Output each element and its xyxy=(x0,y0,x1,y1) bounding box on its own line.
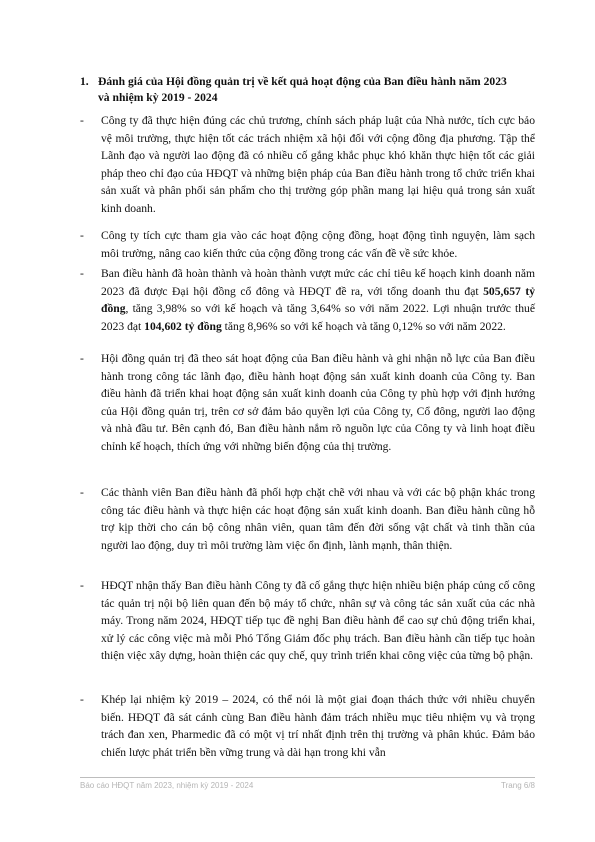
paragraph-text: Ban điều hành đã hoàn thành và hoàn thành vượt mức các chỉ tiêu kế hoạch kinh doanh năm 2023 đã được Đại hội đồng cổ đông và HĐQT đề ra, với tổng doanh thu đạt xyxy=(101,267,535,298)
paragraph-text: Hội đồng quản trị đã theo sát hoạt động của Ban điều hành và ghi nhận nỗ lực của Ban điều hành trong công tác lãnh đạo, điều hành hoạt động sản xuất kinh doanh của Công ty. Ban điều hành đã triển khai hoạt động sản xuất kinh doanh của Công ty phù hợp với định hướng của Hội đồng quản trị, trên cơ sở đảm bảo quyền lợi của Công ty, Cổ đông, người lao động và nhà đầu tư. Bên cạnh đó, Ban điều hành nắm rõ nguồn lực của Công ty và linh hoạt điều chỉnh kế hoạch, thích ứng với những biến động của thị trường. xyxy=(101,352,535,453)
bullet-dash: - xyxy=(80,693,84,706)
list-item xyxy=(80,484,535,554)
bullet-dash: - xyxy=(80,229,84,242)
footer-report-title: Báo cáo HĐQT năm 2023, nhiệm kỳ 2019 - 2024 xyxy=(80,781,254,790)
paragraph-text: , tăng 3,98% so với kế hoạch và tăng 3,64% so với năm 2022. Lợi nhuận trước thuế 2023 đạt xyxy=(101,302,535,333)
paragraph-text: HĐQT nhận thấy Ban điều hành Công ty đã cố gắng thực hiện nhiều biện pháp củng cố công tác quản trị nội bộ liên quan đến bộ máy tổ chức, nhân sự và công tác sản xuất của các nhà máy. Trong năm 2024, HĐQT tiếp tục đề nghị Ban điều hành để cao sự chủ động triển khai, xử lý các công việc mà mỗi Phó Tổng Giám đốc phụ trách. Ban điều hành cần tiếp tục hoàn thiện việc xây dựng, hoàn thiện các quy chế, quy trình triển khai công việc của từng bộ phận. xyxy=(101,579,535,663)
bullet-dash: - xyxy=(80,352,84,365)
section-heading xyxy=(80,74,520,105)
paragraph-text: Các thành viên Ban điều hành đã phối hợp chặt chẽ với nhau và với các bộ phận khác trong công tác điều hành và thực hiện các hoạt động sản xuất kinh doanh. Ban điều hành cũng hỗ trợ kịp thời cho cán bộ công nhân viên, quan tâm đến đời sống vật chất và tinh thần của người lao động, duy trì môi trường làm việc ổn định, lành mạnh, thân thiện. xyxy=(101,486,535,552)
list-item xyxy=(80,691,535,761)
list-item xyxy=(80,350,535,456)
profit-value: 104,602 tỷ đồng xyxy=(144,319,222,333)
footer-divider xyxy=(80,777,535,778)
bullet-dash: - xyxy=(80,114,84,127)
paragraph-text: Công ty đã thực hiện đúng các chủ trương, chính sách pháp luật của Nhà nước, tích cực bảo vệ môi trường, thực hiện tốt các trách nhiệm xã hội đối với cộng đồng địa phương. Tập thể Lãnh đạo và người lao động đã có nhiều cố gắng khắc phục khó khăn thực hiện tốt các giải pháp theo chỉ đạo của HĐQT và những biện pháp của Ban điều hành trong tổ chức triển khai sản xuất và phân phối sản phẩm cho thị trường góp phần mang lại hiệu quả trong sản xuất kinh doanh. xyxy=(101,114,535,215)
bullet-dash: - xyxy=(80,579,84,592)
paragraph-text: Công ty tích cực tham gia vào các hoạt động cộng đồng, hoạt động tình nguyện, làm sạch môi trường, nâng cao kiến thức của cộng đồng trong các vấn đề về sức khỏe. xyxy=(101,229,535,260)
list-item xyxy=(80,227,535,262)
list-item xyxy=(80,112,535,218)
section-title: Đánh giá của Hội đồng quản trị về kết quả hoạt động của Ban điều hành năm 2023 và nhiệm kỳ 2019 - 2024 xyxy=(98,75,507,104)
list-item xyxy=(80,577,535,665)
section-number: 1. xyxy=(80,75,89,88)
list-item xyxy=(80,265,535,335)
bullet-dash: - xyxy=(80,267,84,280)
footer-page-number: Trang 6/8 xyxy=(501,781,535,790)
revenue-value: 505,657 tỷ đồng xyxy=(101,284,535,316)
bullet-dash: - xyxy=(80,486,84,499)
paragraph-text: Khép lại nhiệm kỳ 2019 – 2024, có thể nói là một giai đoạn thách thức với nhiều chuyển biến. HĐQT đã sát cánh cùng Ban điều hành đảm trách nhiều mục tiêu nhiệm vụ và trọng trách đan xen, Pharmedic đã có một vị trí nhất định trên thị trường và phân khúc. Đảm bảo chiến lược phát triển bền vững trung và dài hạn trong khi vẫn xyxy=(101,693,535,759)
paragraph-revenue xyxy=(101,265,535,335)
paragraph-text: tăng 8,96% so với kế hoạch và tăng 0,12% so với năm 2022. xyxy=(221,319,506,333)
